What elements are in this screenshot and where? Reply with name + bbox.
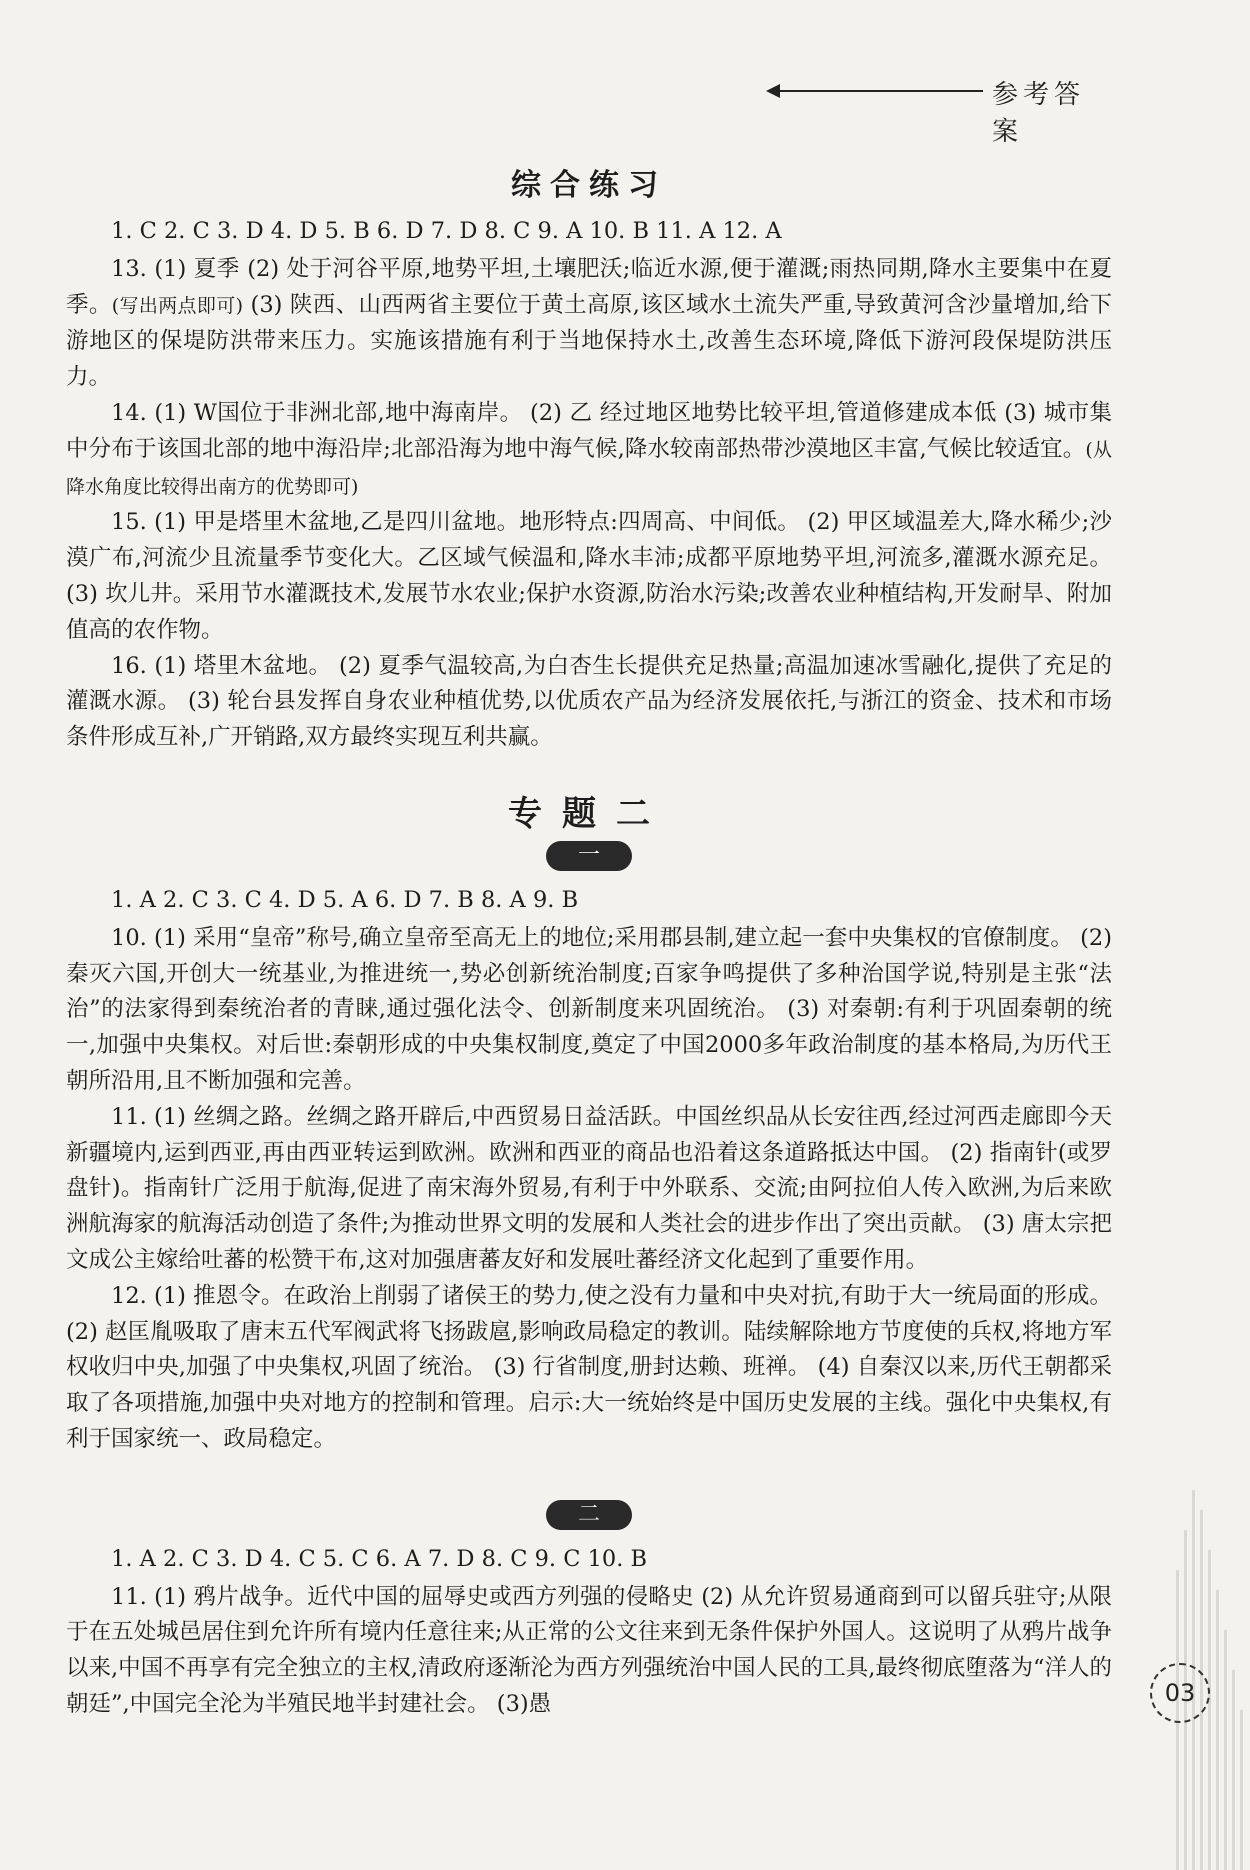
part-2-badge-wrap	[66, 1500, 1112, 1530]
section-title-topic-2: 专题二	[508, 793, 670, 834]
part-1-badge: 一	[546, 841, 632, 871]
part-1-question-11: 11. (1) 丝绸之路。丝绸之路开辟后,中西贸易日益活跃。中国丝织品从长安往西,经过河西走廊即今天新疆境内,运到西亚,再由西亚转运到欧洲。欧洲和西亚的商品也沿着这条道路抵达中国。 (2) 指南针(或罗盘针)。指南针广泛用于航海,促进了南宋海外贸易,有利于中外联系、交流;由阿拉伯人传入欧洲,为后来欧洲航海家的航海活动创造了条件;为推动世界文明的发展和人类社会的进步作出了突出贡献。 (3) 唐太宗把文成公主嫁给吐蕃的松赞干布,这对加强唐蕃友好和发展吐蕃经济文化起到了重要作用。	[66, 1103, 1112, 1273]
question-15: 15. (1) 甲是塔里木盆地,乙是四川盆地。地形特点:四周高、中间低。 (2) 甲区域温差大,降水稀少;沙漠广布,河流少且流量季节变化大。乙区域气候温和,降水丰沛;成都平原地势平坦,河流多,灌溉水源充足。 (3) 坎儿井。采用节水灌溉技术,发展节水农业;保护水资源,防治水污染;改善农业种植结构,开发耐旱、附加值高的农作物。	[66, 509, 1112, 643]
part-1-choice-answers: 1. A 2. C 3. C 4. D 5. A 6. D 7. B 8. A 9. B	[111, 886, 579, 913]
part-2-badge: 二	[546, 1500, 632, 1530]
part-1-question-10: 10. (1) 采用“皇帝”称号,确立皇帝至高无上的地位;采用郡县制,建立起一套中央集权的官僚制度。 (2) 秦灭六国,开创大一统基业,为推进统一,势必创新统治制度;百家争鸣提供了多种治国学说,特别是主张“法治”的法家得到秦统治者的青睐,通过强化法令、创新制度来巩固统治。 (3) 对秦朝:有利于巩固秦朝的统一,加强中央集权。对后世:秦朝形成的中央集权制度,奠定了中国2000多年政治制度的基本格局,为历代王朝所沿用,且不断加强和完善。	[66, 924, 1112, 1094]
header-rule	[778, 90, 983, 92]
part-2-question-11: 11. (1) 鸦片战争。近代中国的屈辱史或西方列强的侵略史 (2) 从允许贸易通商到可以留兵驻守;从限于在五处城邑居住到允许所有境内任意往来;从正常的公文往来到无条件保护外国人。这说明了从鸦片战争以来,中国不再享有完全独立的主权,清政府逐渐沦为西方列强统治中国人民的工具,最终彻底堕落为“洋人的朝廷”,中国完全沦为半殖民地半封建社会。 (3)愚	[66, 1583, 1112, 1717]
part-2-choice-answers: 1. A 2. C 3. D 4. C 5. C 6. A 7. D 8. C 9. C 10. B	[111, 1545, 648, 1572]
part-1-question-12: 12. (1) 推恩令。在政治上削弱了诸侯王的势力,使之没有力量和中央对抗,有助于大一统局面的形成。 (2) 赵匡胤吸取了唐末五代军阀武将飞扬跋扈,影响政局稳定的教训。陆续解除地方节度使的兵权,将地方军权收归中央,加强了中央集权,巩固了统治。 (3) 行省制度,册封达赖、班禅。 (4) 自秦汉以来,历代王朝都采取了各项措施,加强中央对地方的控制和管理。启示:大一统始终是中国历史发展的主线。强化中央集权,有利于国家统一、政局稳定。	[66, 1282, 1112, 1452]
question-16: 16. (1) 塔里木盆地。 (2) 夏季气温较高,为白杏生长提供充足热量;高温加速冰雪融化,提供了充足的灌溉水源。 (3) 轮台县发挥自身农业种植优势,以优质农产品为经济发展依托,与浙江的资金、技术和市场条件形成互补,广开销路,双方最终实现互利共赢。	[66, 652, 1112, 751]
header-title: 参考答案	[992, 80, 1086, 147]
part-1-badge-wrap	[66, 841, 1112, 871]
page-number: 03	[1150, 1663, 1210, 1723]
question-13-note: (写出两点即可)	[111, 294, 244, 317]
question-14-note: (从降水角度比较得出南方的优势即可)	[66, 438, 1112, 498]
choice-answers: 1. C 2. C 3. D 4. D 5. B 6. D 7. D 8. C 9. A 10. B 11. A 12. A	[111, 218, 782, 244]
section-title-comprehensive: 综合练习	[511, 168, 667, 203]
question-13: 13. (1) 夏季 (2) 处于河谷平原,地势平坦,土壤肥沃;临近水源,便于灌溉;雨热同期,降水主要集中在夏季。(写出两点即可) (3) 陕西、山西两省主要位于黄土高原,该区域水土流失严重,导致黄河含沙量增加,给下游地区的保堤防洪带来压力。实施该措施有利于当地保持水土,改善生态环境,降低下游河段保堤防洪压力。	[66, 255, 1112, 391]
page-header	[760, 72, 1110, 147]
answer-content	[66, 160, 1112, 1723]
question-14: 14. (1) W国位于非洲北部,地中海南岸。 (2) 乙 经过地区地势比较平坦,管道修建成本低 (3) 城市集中分布于该国北部的地中海沿岸;北部沿海为地中海气候,降水较南部热带沙漠地区丰富,气候比较适宜。(从降水角度比较得出南方的优势即可)	[66, 399, 1112, 498]
